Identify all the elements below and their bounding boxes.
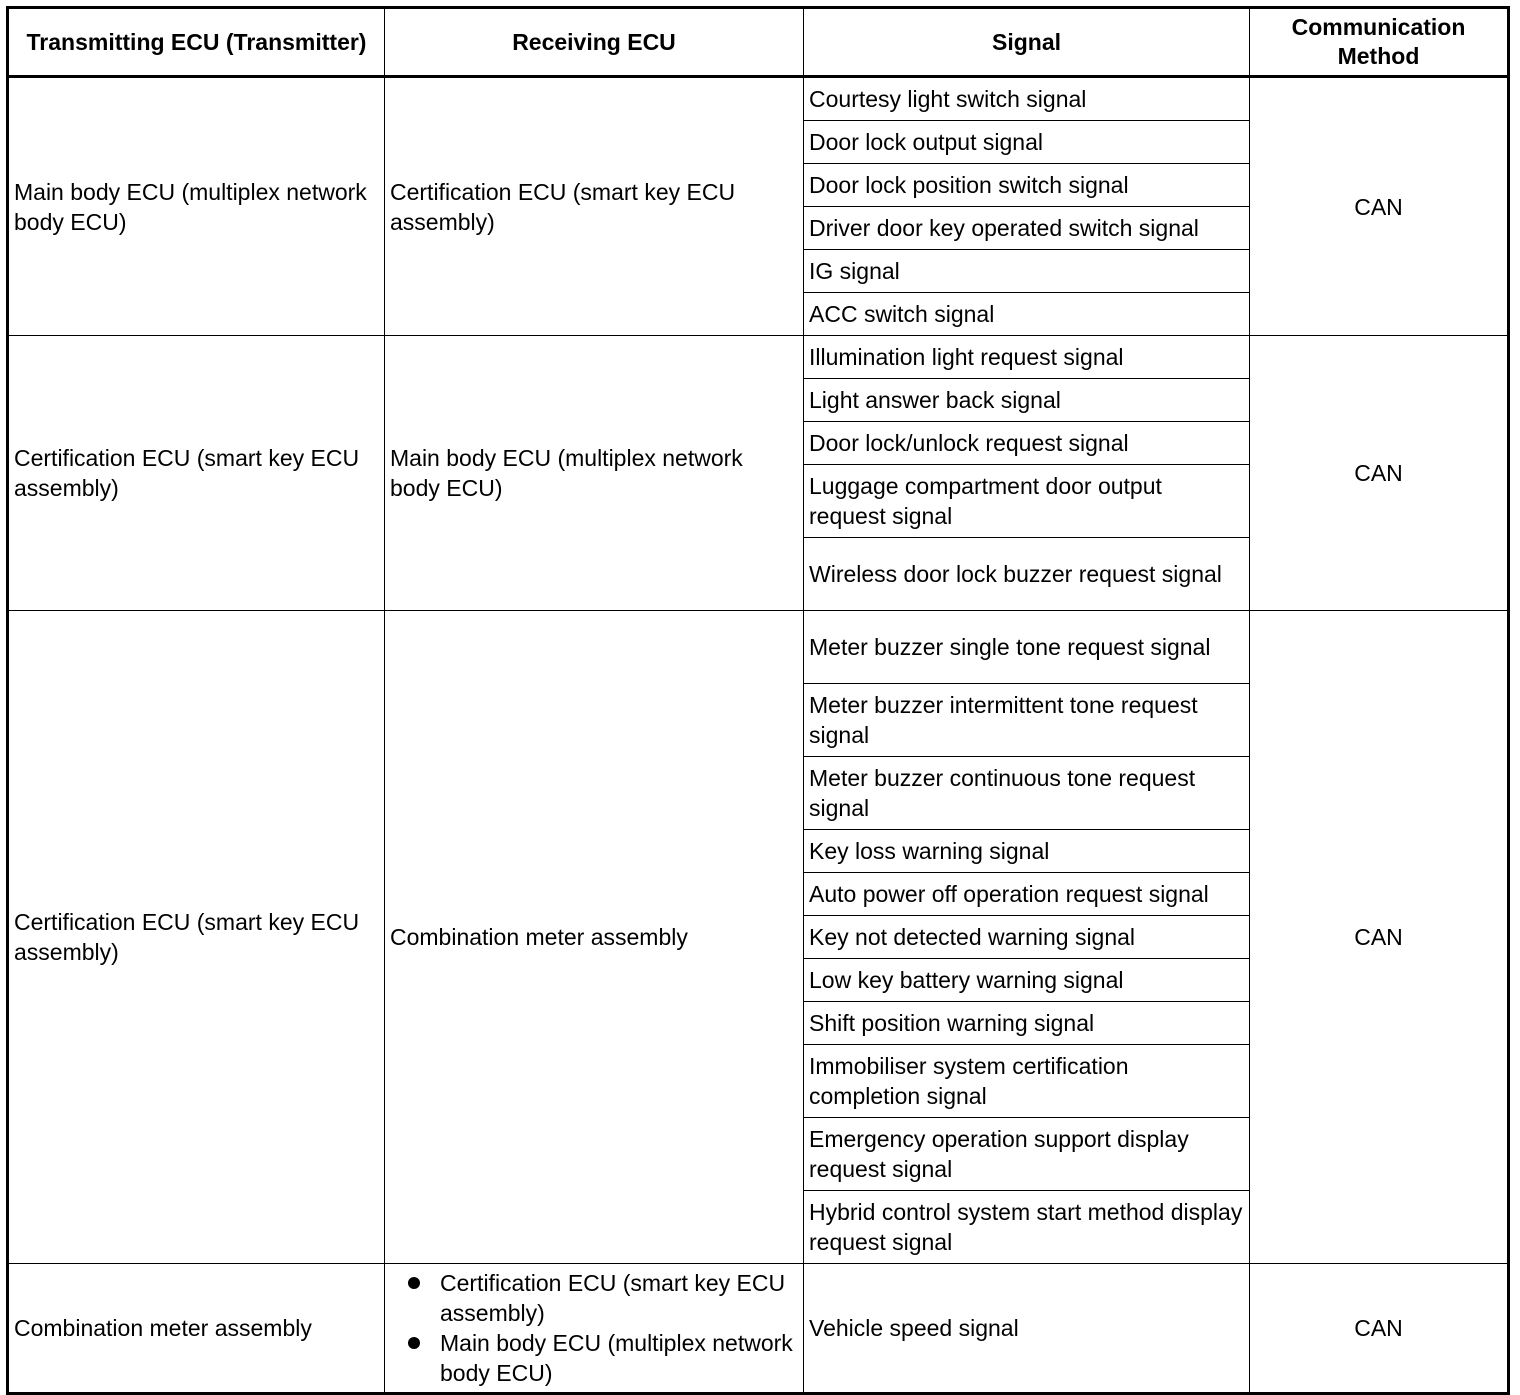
signal-cell: Illumination light request signal: [804, 336, 1250, 379]
signal-cell: Shift position warning signal: [804, 1002, 1250, 1045]
signal-cell: Courtesy light switch signal: [804, 77, 1250, 121]
signal-cell: Luggage compartment door output request signal: [804, 465, 1250, 538]
list-item: [390, 1328, 798, 1388]
transmitter-cell: Certification ECU (smart key ECU assembly): [8, 611, 385, 1264]
list-item: [390, 1268, 798, 1328]
bullet-icon: [408, 1337, 420, 1349]
signal-cell: Door lock position switch signal: [804, 164, 1250, 207]
signal-cell: ACC switch signal: [804, 293, 1250, 336]
header-receiving-ecu: Receiving ECU: [385, 8, 804, 77]
receiver-cell: Certification ECU (smart key ECU assembly): [385, 77, 804, 336]
signal-cell: Emergency operation support display request signal: [804, 1118, 1250, 1191]
table-row: [8, 1264, 1509, 1394]
ecu-communication-table: [6, 6, 1510, 1395]
receiver-cell: Main body ECU (multiplex network body ECU): [385, 336, 804, 611]
signal-cell: Light answer back signal: [804, 379, 1250, 422]
table-row: [8, 336, 1509, 379]
receiver-item-label: Main body ECU (multiplex network body ECU): [440, 1330, 793, 1386]
signal-cell: Vehicle speed signal: [804, 1264, 1250, 1394]
transmitter-cell: Combination meter assembly: [8, 1264, 385, 1394]
method-cell: CAN: [1250, 336, 1509, 611]
signal-cell: Key not detected warning signal: [804, 916, 1250, 959]
signal-cell: Key loss warning signal: [804, 830, 1250, 873]
signal-cell: Meter buzzer intermittent tone request signal: [804, 684, 1250, 757]
transmitter-cell: Main body ECU (multiplex network body ECU): [8, 77, 385, 336]
table-row: [8, 611, 1509, 684]
bullet-icon: [408, 1277, 420, 1289]
signal-cell: Wireless door lock buzzer request signal: [804, 538, 1250, 611]
signal-cell: Auto power off operation request signal: [804, 873, 1250, 916]
method-cell: CAN: [1250, 77, 1509, 336]
receiver-item-label: Certification ECU (smart key ECU assembly): [440, 1270, 786, 1326]
header-signal: Signal: [804, 8, 1250, 77]
transmitter-cell: Certification ECU (smart key ECU assembly): [8, 336, 385, 611]
signal-cell: Hybrid control system start method display request signal: [804, 1191, 1250, 1264]
signal-cell: Low key battery warning signal: [804, 959, 1250, 1002]
receiver-cell: [385, 1264, 804, 1394]
header-communication-method: Communication Method: [1250, 8, 1509, 77]
method-cell: CAN: [1250, 611, 1509, 1264]
signal-cell: Meter buzzer continuous tone request signal: [804, 757, 1250, 830]
signal-cell: Immobiliser system certification completion signal: [804, 1045, 1250, 1118]
table-row: [8, 77, 1509, 121]
receiver-cell: Combination meter assembly: [385, 611, 804, 1264]
signal-cell: Meter buzzer single tone request signal: [804, 611, 1250, 684]
signal-cell: Driver door key operated switch signal: [804, 207, 1250, 250]
header-row: [8, 8, 1509, 77]
signal-cell: Door lock output signal: [804, 121, 1250, 164]
method-cell: CAN: [1250, 1264, 1509, 1394]
receiver-list: [390, 1268, 798, 1388]
signal-cell: Door lock/unlock request signal: [804, 422, 1250, 465]
signal-cell: IG signal: [804, 250, 1250, 293]
header-transmitting-ecu: Transmitting ECU (Transmitter): [8, 8, 385, 77]
